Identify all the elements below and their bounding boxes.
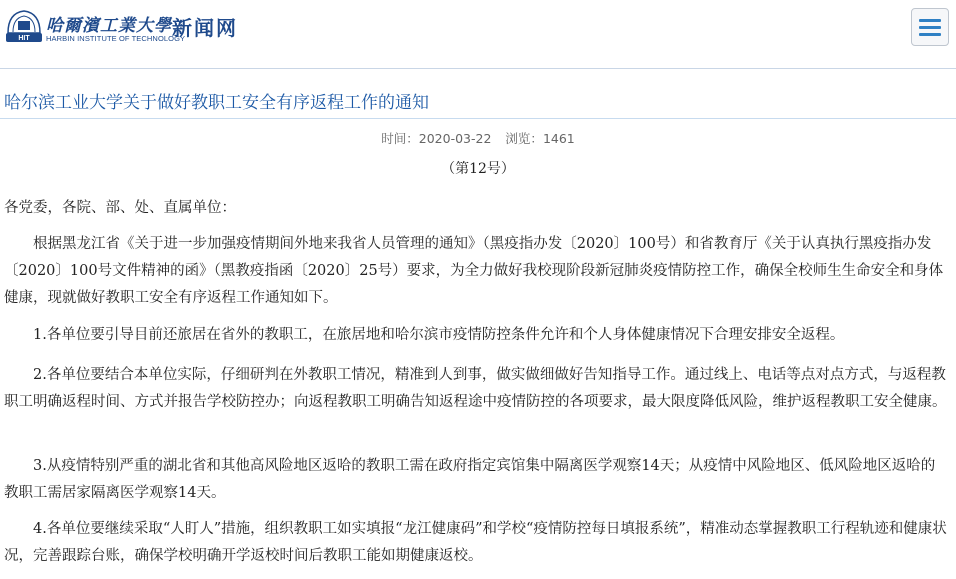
salutation: 各党委，各院、部、处、直属单位： <box>4 200 236 216</box>
article-paragraph: 2.各单位要结合本单位实际，仔细研判在外教职工情况，精准到人到事，做实做细做好告知指导工作。通过线上、电话等点对点方式，与返程教职工明确返程时间、方式并报告学校防控办；向返程教职工明确告知返程途中疫情防控的各项要求，最大限度降低风险，维护返程教职工安全健康。 <box>4 367 947 410</box>
document-number: （第12号） <box>441 161 515 177</box>
article-paragraph: 3.从疫情特别严重的湖北省和其他高风险地区返哈的教职工需在政府指定宾馆集中隔离医学观察14天；从疫情中风险地区、低风险地区返哈的教职工需居家隔离医学观察14天。 <box>4 458 936 501</box>
menu-line <box>919 33 941 36</box>
logo-chinese-text: 哈爾濱工業大學 <box>46 16 172 36</box>
site-header <box>0 0 956 60</box>
svg-text:HIT: HIT <box>18 35 30 42</box>
site-name[interactable]: 新闻网 <box>172 16 238 40</box>
article-paragraph: 4.各单位要继续采取“人盯人”措施，组织教职工如实填报“龙江健康码”和学校“疫情防控每日填报系统”，精准动态掌握教职工行程轨迹和健康状况，完善跟踪台账，确保学校明确开学返校时间后教职工能如期健康返校。 <box>4 521 947 564</box>
views-label: 浏览： <box>505 131 543 146</box>
article-paragraph: 根据黑龙江省《关于进一步加强疫情期间外地来我省人员管理的通知》（黑疫指办发〔2020〕100号）和省教育厅《关于认真执行黑疫指办发〔2020〕100号文件精神的函》（黑教疫指函〔2020〕25号）要求，为全力做好我校现阶段新冠肺炎疫情防控工作，确保全校师生生命安全和身体健康，现就做好教职工安全有序返程工作通知如下。 <box>4 236 944 306</box>
article-paragraph: 1.各单位要引导目前还旅居在省外的教职工，在旅居地和哈尔滨市疫情防控条件允许和个人身体健康情况下合理安排安全返程。 <box>33 327 845 343</box>
article-title: 哈尔滨工业大学关于做好教职工安全有序返程工作的通知 <box>4 93 429 113</box>
university-seal-icon <box>4 7 44 45</box>
publish-time: 2020-03-22 <box>418 131 492 146</box>
menu-line <box>919 26 941 29</box>
title-divider <box>0 118 956 119</box>
time-label: 时间： <box>381 131 419 146</box>
menu-line <box>919 19 941 22</box>
header-divider <box>0 68 956 69</box>
logo-english-text: HARBIN INSTITUTE OF TECHNOLOGY <box>46 34 186 43</box>
hamburger-menu-icon[interactable] <box>911 8 949 46</box>
article-meta <box>0 129 956 147</box>
view-count: 1461 <box>542 131 575 146</box>
university-logo[interactable] <box>4 7 186 45</box>
